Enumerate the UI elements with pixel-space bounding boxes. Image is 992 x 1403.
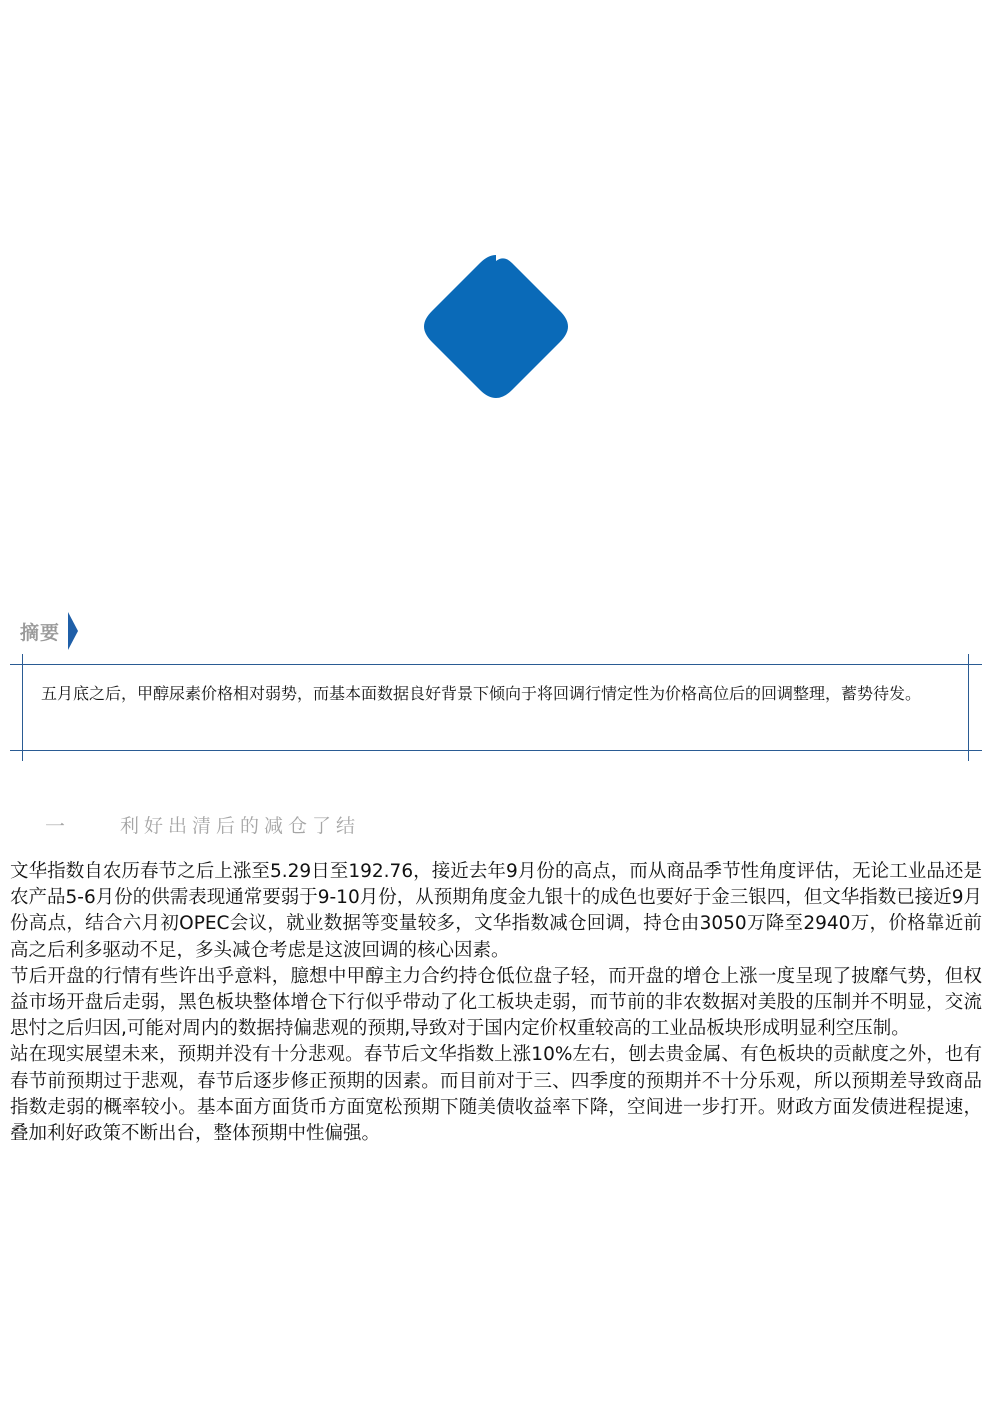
body-paragraph: 站在现实展望未来，预期并没有十分悲观。春节后文华指数上涨10%左右，刨去贵金属、有色板块的贡献度之外，也有春节前预期过于悲观，春节后逐步修正预期的因素。而目前对于三、四季度的预期并不十分乐观，所以预期差导致商品指数走弱的概率较小。基本面方面货币方面宽松预期下随美债收益率下降，空间进一步打开。财政方面发债进程提速，叠加利好政策不断出台，整体预期中性偏强。 [10, 1044, 982, 1145]
body-paragraph: 文华指数自农历春节之后上涨至5.29日至192.76，接近去年9月份的高点，而从商品季节性角度评估，无论工业品还是农产品5-6月份的供需表现通常要弱于9-10月份，从预期角度金九银十的成色也要好于金三银四，但文华指数已接近9月份高点，结合六月初OPEC会议，就业数据等变量较多，文华指数减仓回调，持仓由3050万降至2940万，价格靠近前高之后利多驱动不足，多头减仓考虑是这波回调的核心因素。 [10, 861, 982, 961]
summary-tag [20, 612, 78, 650]
section-number: 一 [45, 814, 65, 838]
summary-box [10, 654, 982, 761]
diamond-logo-icon [424, 255, 568, 398]
summary-box-bottom-border [10, 750, 982, 751]
summary-text: 五月底之后，甲醇尿素价格相对弱势，而基本面数据良好背景下倾向于将回调行情定性为价格高位后的回调整理，蓄势待发。 [41, 684, 922, 703]
body-text [10, 859, 982, 1147]
summary-box-left-border [22, 654, 23, 761]
summary-box-top-border [10, 664, 982, 665]
body-paragraph: 节后开盘的行情有些许出乎意料，臆想中甲醇主力合约持仓低位盘子轻，而开盘的增仓上涨一度呈现了披靡气势，但权益市场开盘后走弱，黑色板块整体增仓下行似乎带动了化工板块走弱，而节前的非农数据对美股的压制并不明显，交流思忖之后归因,可能对周内的数据持偏悲观的预期,导致对于国内定价权重较高的工业品板块形成明显利空压制。 [10, 965, 982, 1040]
company-logo [424, 255, 568, 398]
summary-arrow-icon [68, 612, 78, 650]
section-heading [45, 810, 360, 839]
section-title: 利好出清后的减仓了结 [120, 815, 361, 837]
summary-label: 摘要 [20, 621, 61, 644]
summary-box-right-border [968, 654, 969, 761]
logo-diamond-shape [424, 255, 568, 398]
